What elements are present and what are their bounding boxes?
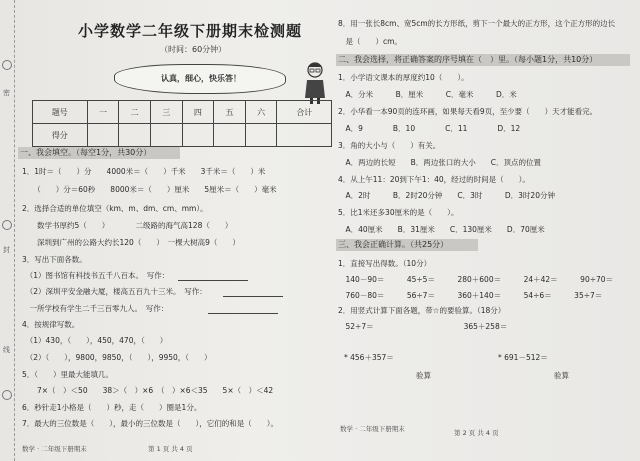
score-header-cell: 合计 [277,101,332,124]
question-line: 52÷7＝ 365＋258＝ [338,322,508,331]
motto-cloud [114,64,286,94]
question-line: 一所学校有学生二千三百零九人。 写作： [22,304,169,313]
punch-hole [2,390,12,400]
question-line: 是（ ）cm。 [338,37,402,46]
verify-label: 验算 [554,371,569,380]
score-cell[interactable] [87,124,119,147]
score-cell[interactable] [150,124,182,147]
score-header-cell: 六 [245,101,277,124]
teacher-mascot-icon [300,60,330,104]
question-line: （2）（ ），9800，9850，（ ），9950，（ ） [22,353,212,362]
score-header-cell: 二 [119,101,151,124]
question-line: A．两边的长短 B．两边张口的大小 C．顶点的位置 [338,158,542,167]
score-header-row [33,101,332,124]
question-line: （ ）分＝60秒 8000米＝（ ）厘米 5厘米＝（ ）毫米 [22,185,277,194]
binding-char: 线 [3,346,10,354]
score-header-cell: 一 [87,101,119,124]
question-line: 760－80＝ 56÷7＝ 360＋140＝ 54÷6＝ 35÷7＝ [338,291,603,300]
answer-underline[interactable] [208,313,278,314]
question-line: 1．直接写出得数。（10分） [338,259,432,268]
question-line: A．分米 B．厘米 C．毫米 D．米 [338,90,517,99]
question-line: 3．角的大小与（ ）有关。 [338,141,441,150]
question-line: A．2时 B．2时20分钟 C．3时 D．3时20分钟 [338,191,555,200]
score-cell[interactable] [119,124,151,147]
question-line: A．40厘米 B．31厘米 C．130厘米 D．70厘米 [338,225,545,234]
question-line: 2．小华看一本90页的连环画，如果每天看9页，至少要（ ）天才能看完。 [338,107,598,116]
question-line: * 691－512＝ [498,353,548,362]
score-table [32,100,332,147]
question-line: （2）深圳平安金融大厦，楼高五百九十三米。 写作： [22,287,207,296]
answer-underline[interactable] [178,280,248,281]
question-line: 5．比1米还多30厘米的是（ ）。 [338,208,459,217]
question-line: 4．从上午11：20到下午1：40，经过的时间是（ ）。 [338,175,530,184]
question-line: 2．用竖式计算下面各题，带☆的要验算。（18分） [338,306,506,315]
question-line: 140－90＝ 45÷5＝ 280＋600＝ 24＋42＝ 90÷70＝ [338,275,614,284]
question-line: 7．最大的三位数是（ ），最小的三位数是（ ），它们的和是（ ）。 [22,419,279,428]
question-line: 数学书厚约5（ ） 二级路的海气高128（ ） [22,221,233,230]
question-line: A．9 B．10 C．11 D．12 [338,124,521,133]
score-row [33,124,332,147]
question-line: * 456＋357＝ [344,353,394,362]
question-line: 5．（ ）里最大能填几。 [22,370,114,379]
binding-char: 密 [3,89,10,97]
punch-hole [2,60,12,70]
score-header-cell: 四 [182,101,214,124]
score-row-label: 得分 [33,124,88,147]
footer-page-number: 第 1 页 共 4 页 [148,445,193,453]
score-cell[interactable] [214,124,246,147]
question-line: 6．秒针走1小格是（ ）秒，走（ ）圈是1分。 [22,403,202,412]
score-cell[interactable] [245,124,277,147]
left-page [18,0,328,461]
footer-subject: 数学 · 二年级下册期末 [340,425,405,433]
exam-time: （时间：60分钟） [160,45,227,54]
score-cell[interactable] [182,124,214,147]
question-line: （1）图书馆有科技书五千八百本。 写作： [22,271,170,280]
question-line: 深圳到广州的公路大约长120（ ） 一棵大树高9（ ） [22,238,240,247]
answer-underline[interactable] [223,296,283,297]
punch-hole [2,220,12,230]
question-line: （1）430，（ ），450，470，（ ） [22,336,168,345]
binding-strip [0,0,15,461]
section-heading-fill-blank: 一、我会填空。（每空1分，共30分） [18,147,180,159]
question-line: 8．用一张长8cm、宽5cm的长方形纸，剪下一个最大的正方形，这个正方形的边长 [338,19,616,28]
score-header-cell: 题号 [33,101,88,124]
question-line: 1．1时＝（ ）分 4000米＝（ ）千米 3千米＝（ ）米 [22,167,266,176]
footer-subject: 数学 · 二年级下册期末 [22,445,87,453]
section-heading-calculation: 三、我会正确计算。（共25分） [336,239,478,251]
section-heading-choice: 二、我会选择，将正确答案的序号填在（ ）里。（每小题1分，共10分） [336,54,630,66]
motto-text: 认真，细心，快乐答！ [161,74,241,83]
right-page [336,0,636,461]
score-header-cell: 五 [214,101,246,124]
score-cell[interactable] [277,124,332,147]
page-title: 小学数学二年级下册期末检测题 [78,22,303,40]
question-line: 1．小学语文课本的厚度约10（ ）。 [338,73,469,82]
question-line: 4．按规律写数。 [22,320,80,329]
question-line: 7×（ ）＜50 38＞（ ）×6 （ ）×6＜35 5×（ ）＜42 [22,386,274,395]
binding-char: 封 [3,246,10,254]
score-header-cell: 三 [150,101,182,124]
question-line: 3．写出下面各数。 [22,255,87,264]
question-line: 2．选择合适的单位填空（km、m、dm、cm、mm）。 [22,204,208,213]
footer-page-number: 第 2 页 共 4 页 [454,429,499,437]
verify-label: 验算 [416,371,431,380]
